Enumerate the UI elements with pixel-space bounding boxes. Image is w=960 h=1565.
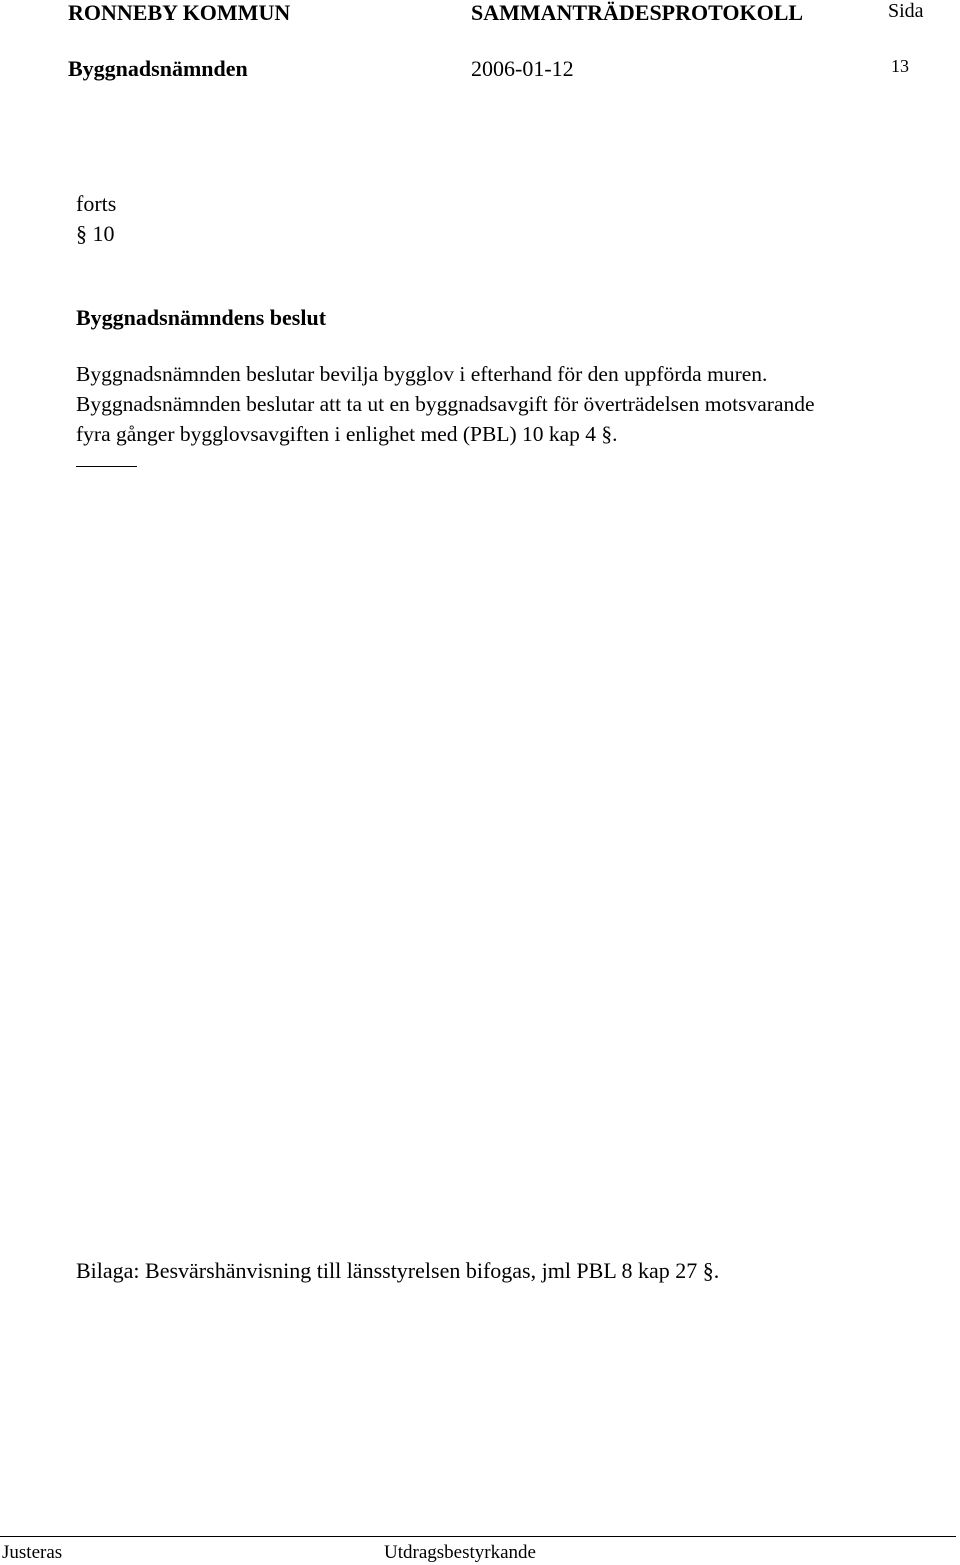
paragraph-reference: § 10: [76, 221, 115, 246]
page-number: 13: [891, 56, 909, 76]
organization-name: RONNEBY KOMMUN: [68, 0, 291, 25]
attachment-note: Bilaga: Besvärshänvisning till länsstyrelsen bifogas, jml PBL 8 kap 27 §.: [76, 1258, 720, 1283]
section-end-rule: [76, 466, 137, 467]
department-name: Byggnadsnämnden: [68, 56, 248, 81]
footer-utdrag-label: Utdragsbestyrkande: [384, 1542, 536, 1563]
footer-justeras-label: Justeras: [2, 1542, 63, 1563]
meeting-date: 2006-01-12: [471, 56, 574, 81]
decision-line: Byggnadsnämnden beslutar att ta ut en byggnadsavgift för överträdelsen motsvarande: [76, 392, 815, 416]
continuation-label: forts: [76, 191, 117, 216]
decision-text: [76, 359, 936, 449]
page-label: Sida: [888, 0, 924, 22]
footer-divider: [0, 1536, 956, 1537]
decision-line: fyra gånger bygglovsavgiften i enlighet med (PBL) 10 kap 4 §.: [76, 422, 618, 446]
decision-line: Byggnadsnämnden beslutar bevilja bygglov i efterhand för den uppförda muren.: [76, 362, 768, 386]
section-heading: Byggnadsnämndens beslut: [76, 305, 327, 330]
document-type: SAMMANTRÄDESPROTOKOLL: [471, 0, 804, 25]
